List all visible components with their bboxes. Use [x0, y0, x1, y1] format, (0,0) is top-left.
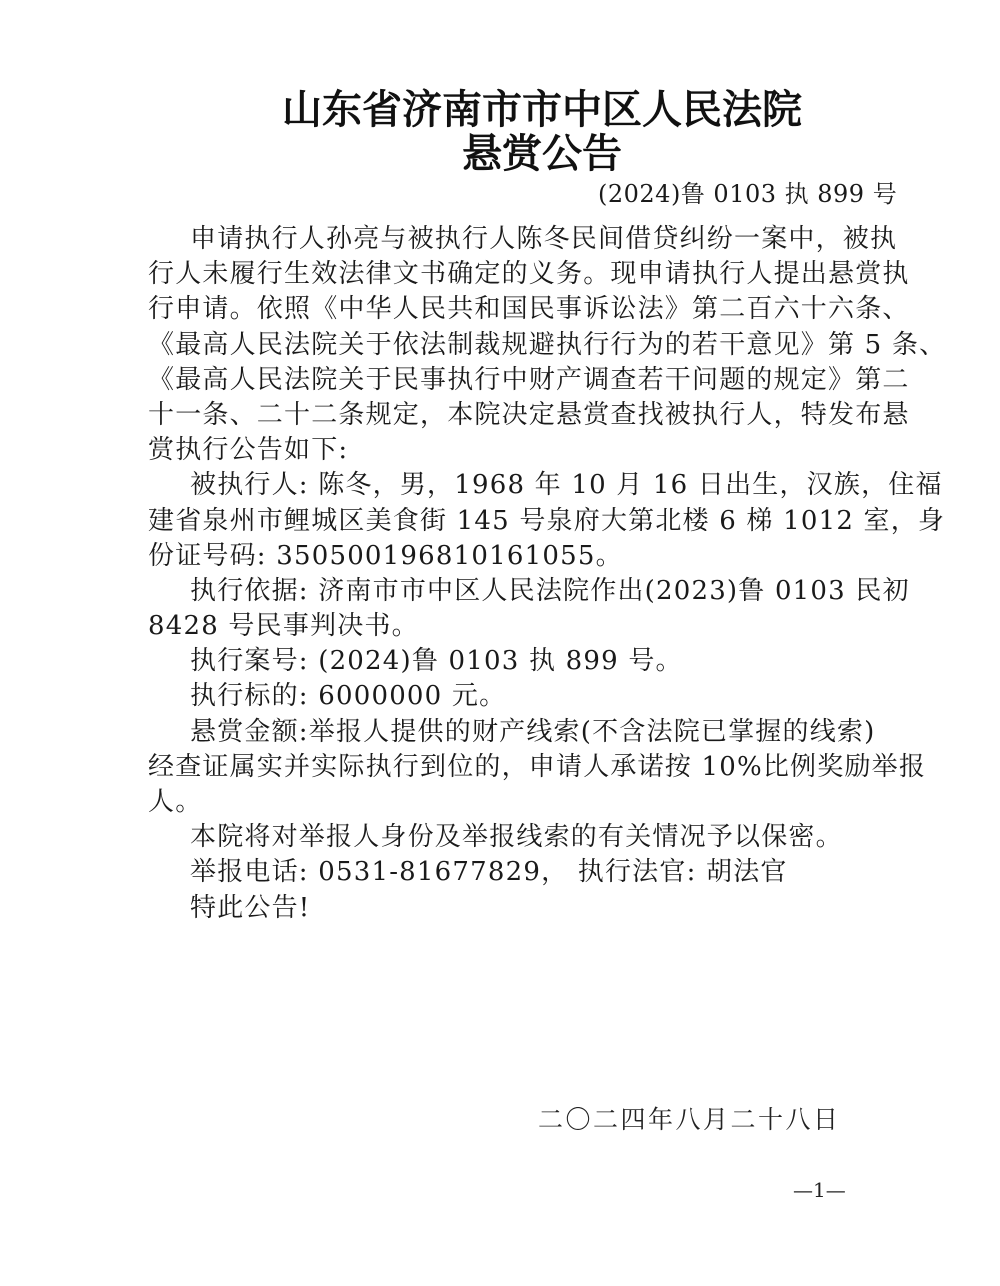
intro-line: 申请执行人孙亮与被执行人陈冬民间借贷纠纷一案中，被执 — [190, 224, 898, 254]
closing-line: 特此公告! — [190, 892, 311, 923]
reward-line: 悬赏金额:举报人提供的财产线索(不含法院已掌握的线索) — [190, 716, 876, 747]
intro-line: 行人未履行生效法律文书确定的义务。现申请执行人提出悬赏执 — [148, 259, 910, 290]
court-name-title: 山东省济南市市中区人民法院 — [282, 86, 802, 133]
basis-line: 执行依据: 济南市市中区人民法院作出(2023)鲁 0103 民初 — [190, 575, 910, 606]
page-number: —1— — [793, 1178, 846, 1202]
respondent-line: 被执行人: 陈冬，男，1968 年 10 月 16 日出生，汉族，住福 — [190, 470, 943, 501]
enforcement-case-line: 执行案号: (2024)鲁 0103 执 899 号。 — [190, 646, 683, 677]
reward-line: 人。 — [148, 787, 203, 817]
notice-title: 悬赏公告 — [462, 130, 622, 177]
reward-line: 经查证属实并实际执行到位的，申请人承诺按 10%比例奖励举报 — [148, 751, 927, 782]
intro-line: 《最高人民法院关于民事执行中财产调查若干问题的规定》第二 — [148, 364, 910, 395]
respondent-line: 份证号码: 350500196810161055。 — [148, 540, 623, 571]
intro-line: 《最高人民法院关于依法制裁规避执行行为的若干意见》第 5 条、 — [148, 329, 947, 360]
respondent-line: 建省泉州市鲤城区美食街 145 号泉府大第北楼 6 梯 1012 室，身 — [148, 505, 946, 536]
case-number: (2024)鲁 0103 执 899 号 — [598, 180, 898, 208]
intro-line: 赏执行公告如下: — [148, 435, 349, 466]
contact-line: 举报电话: 0531-81677829， 执行法官: 胡法官 — [190, 857, 788, 888]
enforcement-target-line: 执行标的: 6000000 元。 — [190, 681, 507, 712]
issue-date: 二〇二四年八月二十八日 — [538, 1105, 841, 1134]
basis-line: 8428 号民事判决书。 — [148, 611, 419, 642]
intro-line: 十一条、二十二条规定，本院决定悬赏查找被执行人，特发布悬 — [148, 399, 910, 430]
notice-body — [148, 222, 947, 926]
confidentiality-line: 本院将对举报人身份及举报线索的有关情况予以保密。 — [190, 822, 843, 853]
intro-line: 行申请。依照《中华人民共和国民事诉讼法》第二百六十六条、 — [148, 294, 910, 325]
